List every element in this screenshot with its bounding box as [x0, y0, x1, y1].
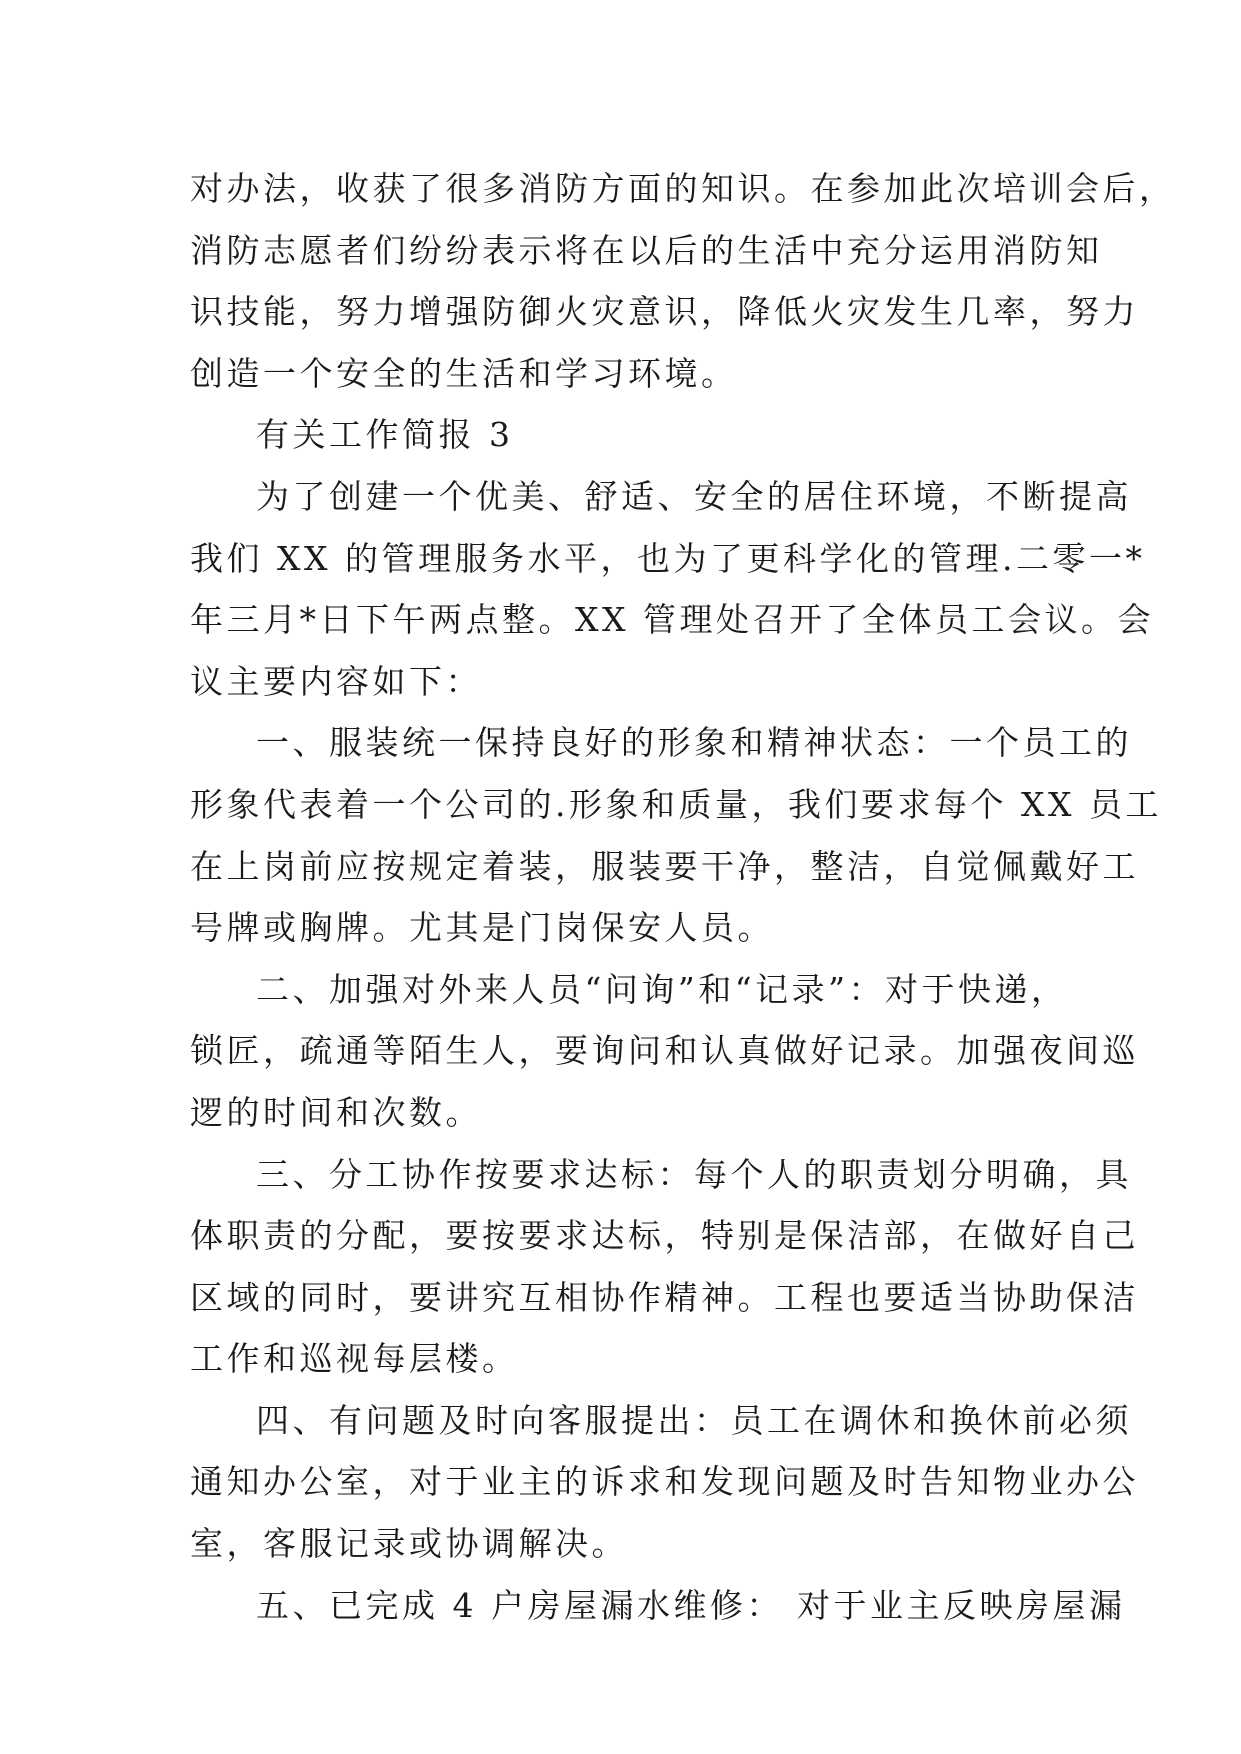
- section-heading: 有关工作简报 3: [256, 415, 514, 455]
- body-line: 创造一个安全的生活和学习环境。: [190, 353, 738, 393]
- body-line: 工作和巡视每层楼。: [190, 1339, 519, 1379]
- body-line: 在上岗前应按规定着装，服装要干净，整洁，自觉佩戴好工: [190, 846, 1139, 886]
- body-line: 三、分工协作按要求达标：每个人的职责划分明确，具: [256, 1154, 1132, 1194]
- body-line: 五、已完成 4 户房屋漏水维修： 对于业主反映房屋漏: [256, 1585, 1126, 1625]
- body-line: 通知办公室，对于业主的诉求和发现问题及时告知物业办公: [190, 1462, 1139, 1502]
- body-line: 锁匠，疏通等陌生人，要询问和认真做好记录。加强夜间巡: [190, 1031, 1139, 1071]
- body-line: 一、服装统一保持良好的形象和精神状态：一个员工的: [256, 723, 1132, 763]
- document-page: [190, 158, 1176, 1636]
- body-line: 形象代表着一个公司的.形象和质量，我们要求每个 XX 员工: [190, 784, 1162, 824]
- body-line: 逻的时间和次数。: [190, 1092, 482, 1132]
- body-line: 为了创建一个优美、舒适、安全的居住环境，不断提高: [256, 476, 1132, 516]
- body-line: 识技能，努力增强防御火灾意识，降低火灾发生几率，努力: [190, 292, 1139, 332]
- body-line: 对办法，收获了很多消防方面的知识。在参加此次培训会后，: [190, 169, 1176, 208]
- body-line: 区域的同时，要讲究互相协作精神。工程也要适当协助保洁: [190, 1277, 1139, 1317]
- body-line: 我们 XX 的管理服务水平，也为了更科学化的管理.二零一*: [190, 538, 1146, 578]
- body-line: 消防志愿者们纷纷表示将在以后的生活中充分运用消防知: [190, 230, 1103, 270]
- body-line: 议主要内容如下：: [190, 661, 482, 701]
- body-line: 号牌或胸牌。尤其是门岗保安人员。: [190, 908, 774, 948]
- body-line: 室，客服记录或协调解决。: [190, 1524, 628, 1564]
- body-line: 二、加强对外来人员“问询”和“记录”：对于快递，: [256, 969, 1068, 1009]
- body-line: 体职责的分配，要按要求达标，特别是保洁部，在做好自己: [190, 1216, 1139, 1256]
- body-line: 四、有问题及时向客服提出：员工在调休和换休前必须: [256, 1400, 1132, 1440]
- body-line: 年三月*日下午两点整。XX 管理处召开了全体员工会议。会: [190, 600, 1154, 640]
